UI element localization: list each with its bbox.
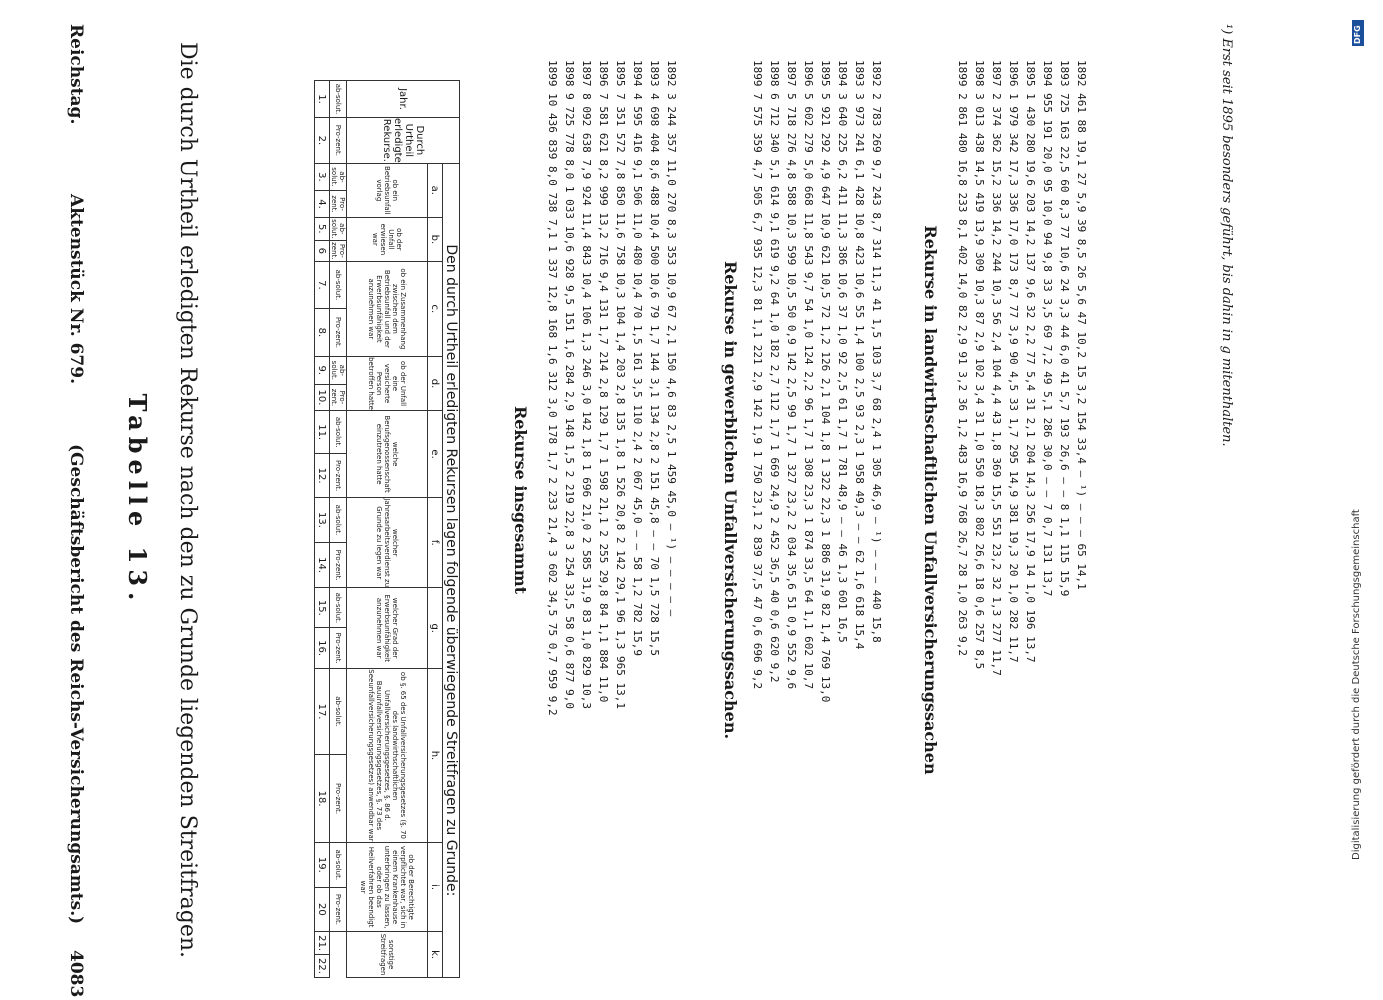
section-heading-1: Rekurse insgesammt (511, 405, 530, 595)
col-description: ob der Unfall erwiesen war (347, 217, 428, 261)
col-number: 17. (315, 668, 330, 754)
col-number: 19. (315, 842, 330, 887)
digitization-note: Digitalisierung gefördert durch die Deutsche Forschungsgemeinschaft (1351, 509, 1362, 860)
col-number: 4. (315, 191, 330, 218)
unit-absolute: ab-solut. (330, 842, 347, 887)
table-row: 1893 4 698 404 8,6 488 10,4 500 10,6 79 1,7 144 3,1 134 2,8 2 151 45,8 — — 70 1,5 728 15,5 (648, 60, 661, 657)
col-description: ob ein Betriebsunfall vorlag (347, 163, 428, 217)
table-row: 1895 1 430 280 19,6 203 14,2 137 9,6 32 2,2 77 5,4 31 2,1 204 14,3 256 17,9 14 1,0 196 13,7 (1024, 60, 1037, 663)
unit-absolute: ab-solut. (330, 411, 347, 454)
col-total: Durch Urtheil erledigte Rekurse. (347, 118, 460, 164)
header-center: (Geschäftsbericht des Reichs-Versicherungsamts.) (66, 444, 86, 925)
table-title: Tabelle 13. (123, 393, 152, 607)
col-number: 7. (315, 261, 330, 308)
col-number: 6 (315, 240, 330, 261)
col-description: sonstige Streitfragen (347, 932, 428, 978)
unit-percent: Pro-zent. (330, 755, 347, 843)
col-letter: a. (428, 163, 443, 217)
table-row: 1896 5 602 279 5,0 668 11,8 543 9,7 54 1,0 124 2,2 96 1,7 1 308 23,3 1 874 33,5 64 1,1 602 10,7 (802, 60, 815, 690)
page-number: 4083 (66, 950, 86, 998)
col-description: ob der Unfall eine versicherte Person betroffen hatte (347, 356, 428, 410)
unit-absolute: ab-solut. (330, 163, 347, 190)
unit-percent: Pro-zent. (330, 542, 347, 588)
unit-percent: Pro-zent. (330, 454, 347, 498)
col-number: 9. (315, 356, 330, 384)
col-letter: k. (428, 932, 443, 978)
table-row: 1894 3 640 225 6,2 411 11,3 386 10,6 37 1,0 92 2,5 61 1,7 1 781 48,9 — — 46 1,3 601 16,5 (836, 60, 849, 643)
unit-absolute: ab-solut. (330, 668, 347, 754)
col-jahr: Jahr. (347, 81, 460, 118)
table-row: 1895 5 921 292 4,9 647 10,9 621 10,5 72 1,2 126 2,1 104 1,8 1 322 22,3 1 886 31,9 82 1,4 769 13,0 (819, 60, 832, 703)
section-heading-3: Rekurse in landwirthschaftlichen Unfallversicherungssachen (921, 225, 940, 775)
footnote: ¹) Erst seit 1895 besonders geführt, bis dahin in g mitenthalten. (1219, 24, 1234, 447)
col-number: 2. (315, 118, 330, 164)
col-number: 12. (315, 454, 330, 498)
unit-percent: Pro-zent. (330, 191, 347, 218)
table-row: 1892 461 88 19,1 27 5,9 39 8,5 26 5,6 47 10,2 15 3,2 154 33,4 — ¹) — — — 65 14,1 (1075, 60, 1088, 590)
unit-absolute: ab-solut. (330, 356, 347, 384)
col-description: welche Berufsgenossenschaft einzutreten hatte (347, 411, 428, 498)
col-number: 8. (315, 308, 330, 356)
table-row: 1894 955 191 20,0 95 10,0 94 9,8 33 3,5 69 7,2 49 5,1 286 30,0 — — 7 0,7 131 13,7 (1041, 60, 1054, 597)
col-description: ob der Berechtigte verpflichtet war, sich in einem Krankenhause unterbringen zu lassen, oder ob das Heilverfahren beendigt war (347, 842, 428, 931)
col-number: 10. (315, 384, 330, 410)
col-letter: f. (428, 498, 443, 588)
table-row: 1899 2 861 480 16,8 233 8,1 402 14,0 82 2,9 91 3,2 36 1,2 483 16,9 768 26,7 28 1,0 263 9,2 (956, 60, 969, 657)
col-letter: g. (428, 588, 443, 669)
table-row: 1898 9 725 778 8,0 1 033 10,6 928 9,5 151 1,6 284 2,9 148 1,5 2 219 22,8 3 254 33,5 58 0,6 877 9,0 (563, 60, 576, 710)
table-row: 1896 1 979 342 17,3 336 17,0 173 8,7 77 3,9 90 4,5 33 1,7 295 14,9 381 19,3 20 1,0 282 11,7 (1007, 60, 1020, 663)
section-rows-3 (954, 60, 1090, 980)
col-number: 20 (315, 887, 330, 931)
unit-absolute: ab-solut. (330, 219, 346, 239)
table-row: 1899 10 436 839 8,0 738 7,1 1 337 12,8 168 1,6 312 3,0 178 1,7 2 233 21,4 3 602 34,5 75 0,7 959 9,2 (546, 60, 559, 716)
header-line (60, 24, 86, 976)
section-heading-2: Rekurse in gewerblichen Unfallversicherungssachen. (721, 260, 740, 740)
header-doc: Aktenstück Nr. 679. (66, 194, 86, 385)
col-number: 13. (315, 498, 330, 543)
unit-absolute: ab-solut. (330, 498, 347, 543)
unit-percent: Pro-zent. (330, 384, 347, 410)
column-header-table (314, 80, 460, 978)
table-row: 1895 7 351 572 7,8 850 11,6 758 10,3 104 1,4 203 2,8 135 1,8 1 526 20,8 2 142 29,1 96 1,3 965 13,1 (614, 60, 627, 710)
col-letter: e. (428, 411, 443, 498)
unit-absolute: ab-solut. (330, 588, 347, 628)
table-row: 1897 2 374 362 15,2 336 14,2 244 10,3 56 2,4 104 4,4 43 1,8 369 15,5 551 23,2 32 1,3 277 11,7 (990, 60, 1003, 676)
col-letter: b. (428, 217, 443, 261)
table-row: 1897 5 718 276 4,8 588 10,3 599 10,5 50 0,9 142 2,5 99 1,7 1 327 23,2 2 034 35,6 51 0,9 552 9,6 (785, 60, 798, 690)
col-number: 21. (315, 932, 330, 955)
unit-percent: Pro-zent. (330, 242, 346, 260)
col-letter: d. (428, 356, 443, 410)
section-rows-2 (749, 60, 885, 980)
unit-percent: Pro-zent. (330, 628, 347, 669)
table-row: 1892 2 783 269 9,7 243 8,7 314 11,3 41 1,5 103 3,7 68 2,4 1 305 46,9 — ¹) — — — 440 15,8 (870, 60, 883, 643)
col-number: 15. (315, 588, 330, 628)
table-row: 1898 3 013 438 14,5 419 13,9 309 10,3 87 2,9 102 3,4 31 1,0 550 18,3 802 26,6 18 0,6 257 8,5 (973, 60, 986, 670)
col-number: 22. (315, 955, 330, 978)
table-row: 1894 4 595 416 9,1 506 11,0 480 10,4 70 1,5 161 3,5 110 2,4 2 067 45,0 — — 58 1,2 782 15,9 (631, 60, 644, 657)
group-heading: Den durch Urtheil erledigten Rekursen lagen folgende überwiegende Streitfragen zu Grunde: (443, 163, 460, 977)
unit-percent: Pro-zent. (330, 118, 347, 164)
table-row: 1892 3 244 357 11,0 270 8,3 353 10,9 67 2,1 150 4,6 83 2,5 1 459 45,0 — ¹) — — — — — (665, 60, 678, 617)
table-row: 1893 725 163 22,5 60 8,3 77 10,6 24 3,3 44 6,0 41 5,7 193 26,6 — — 8 1,1 115 15,9 (1058, 60, 1071, 597)
table-row: 1897 8 092 638 7,9 924 11,4 843 10,4 106 1,3 246 3,0 142 1,8 1 696 21,0 2 585 31,9 83 1,0 829 10,3 (580, 60, 593, 710)
col-number: 16. (315, 628, 330, 669)
table-row: 1893 3 973 241 6,1 428 10,8 423 10,6 55 1,4 100 2,5 93 2,3 1 958 49,3 — — 62 1,6 618 15,4 (853, 60, 866, 650)
col-letter: h. (428, 668, 443, 842)
col-letter: c. (428, 261, 443, 356)
col-description: ob ein Zusammenhang zwischen dem Betriebsunfall und der Erwerbsunfähigkeit anzunehmen war (347, 261, 428, 356)
col-number: 5. (315, 217, 330, 240)
dfg-logo: DFG (1352, 20, 1364, 46)
table-subtitle: Die durch Urtheil erledigten Rekurse nach den zu Grunde liegenden Streitfragen. (175, 41, 200, 959)
header-left: Reichstag. (66, 24, 86, 125)
col-number: 1. (315, 81, 330, 118)
table-row: 1899 7 575 359 4,7 505 6,7 935 12,3 81 1,1 221 2,9 142 1,9 1 750 23,1 2 839 37,5 47 0,6 696 9,2 (751, 60, 764, 690)
unit-absolute: ab-solut. (330, 261, 347, 308)
unit-percent: Pro-zent. (330, 308, 347, 356)
col-number: 11. (315, 411, 330, 454)
col-number: 18. (315, 755, 330, 843)
unit-absolute: ab-solut. (330, 81, 347, 118)
col-description: ob §. 65 des Unfallversicherungsgesetzes (§. 70 des landwirthschaftlichen Unfallversicherungsgesetzes, §. 86 d. Bauunfallversicherungsgesetzes, §. 73 des Seeunfallversicherungsgesetzes) anwendbar war (347, 668, 428, 842)
unit-percent: Pro-zent. (330, 887, 347, 931)
table-row: 1896 7 581 621 8,2 999 13,2 716 9,4 131 1,7 214 2,8 129 1,7 1 598 21,1 2 255 29,8 84 1,1 884 11,0 (597, 60, 610, 703)
col-number: 3. (315, 163, 330, 190)
section-rows-1 (544, 60, 680, 980)
col-description: welcher Grad der Erwerbsunfähigkeit anzunehmen war (347, 588, 428, 669)
col-description: welcher Jahresarbeitsverdienst zu Grunde zu legen war (347, 498, 428, 588)
col-letter: i. (428, 842, 443, 931)
col-number: 14. (315, 542, 330, 588)
table-row: 1898 6 712 340 5,1 614 9,1 619 9,2 64 1,0 182 2,7 112 1,7 1 669 24,9 2 452 36,5 40 0,6 620 9,2 (768, 60, 781, 683)
